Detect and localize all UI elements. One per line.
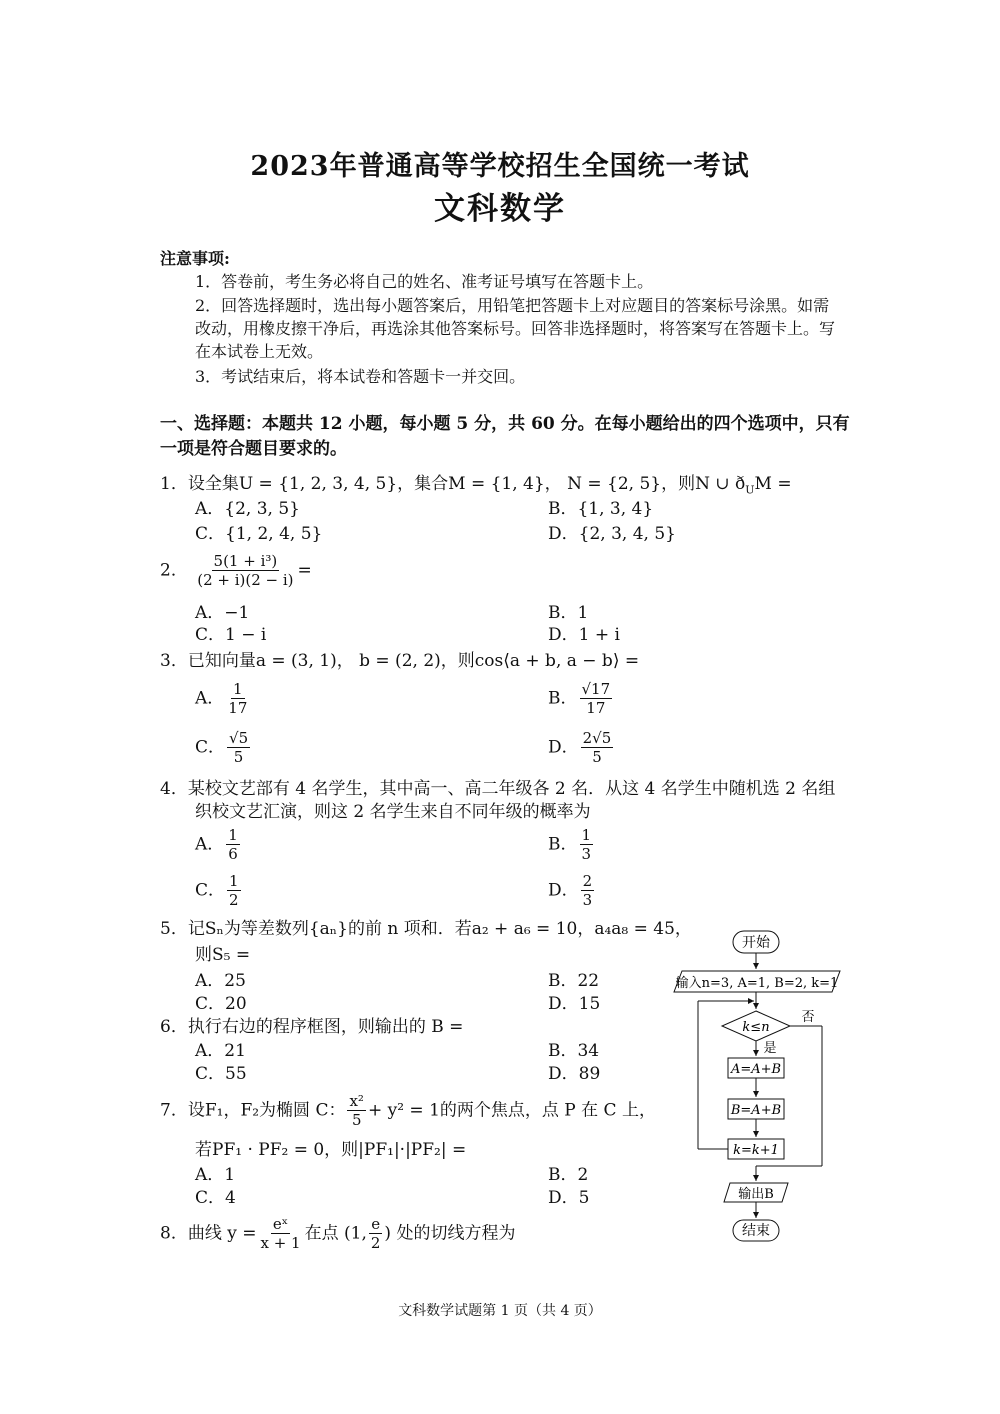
question-4: [160, 778, 835, 800]
question-number: 7．: [160, 1100, 188, 1121]
q3-option-b: B． $\frac{√17}{17}$: [548, 680, 611, 717]
q4-option-d: D． $\frac{2}{3}$: [548, 872, 593, 909]
q2-fraction: $\frac{\text{5(1 + i³)}}{(2 + i)(2 - i)}$: [197, 552, 294, 589]
question-stem: 记Sₙ为等差数列{aₙ}的前 n 项和．若a₂ + a₆ = 10，a₄a₈ = 45，: [187, 919, 692, 939]
q3-option-a: A． $\frac{1}{17}$: [195, 680, 248, 717]
q2-option-a: A．−1: [195, 603, 250, 623]
question-7-line2: 若PF₁ · PF₂ = 0，则|PF₁|·|PF₂| =: [195, 1140, 467, 1160]
q5-option-c: C．20: [195, 994, 247, 1014]
q4-option-c: C． $\frac{1}{2}$: [195, 872, 239, 909]
q3-option-d: D． $\frac{2√5}{5}$: [548, 729, 612, 766]
notice-heading: 注意事项:: [160, 249, 230, 268]
question-number: 4．: [160, 779, 188, 799]
q2-option-d: D．1 + i: [548, 625, 620, 645]
q1-option-d: D．{2, 3, 4, 5}: [548, 524, 676, 544]
q5-option-a: A．25: [195, 971, 246, 991]
flowchart-no-label: 否: [801, 1010, 815, 1025]
question-4-line2: 织校文艺汇演，则这 2 名学生来自不同年级的概率为: [195, 802, 591, 822]
flowchart-yes-label: 是: [763, 1041, 777, 1056]
flowchart-end-label: 结束: [742, 1223, 770, 1239]
exam-title: 2023年普通高等学校招生全国统一考试: [250, 151, 750, 182]
q2-option-b: B．1: [548, 603, 589, 623]
section-heading: 一、选择题：本题共 12 小题，每小题 5 分，共 60 分。在每小题给出的四个选项中，只有一项是符合题目要求的。: [160, 414, 850, 459]
question-stem: 某校文艺部有 4 名学生，其中高一、高二年级各 2 名．从这 4 名学生中随机选 2 名组: [187, 779, 836, 799]
flowchart-output-label: 输出B: [738, 1187, 774, 1202]
q7-option-b: B．2: [548, 1165, 589, 1185]
question-3: [160, 650, 639, 672]
question-5: [160, 918, 692, 940]
question-number: 8．: [160, 1223, 188, 1244]
question-number: 5．: [160, 919, 188, 939]
q6-option-b: B．34: [548, 1041, 600, 1061]
question-7: 7．设F₁，F₂为椭圆 C： $\frac{\text{x²}}{5}$ + y² = 1的两个焦点，点 P 在 C 上，: [160, 1092, 656, 1129]
q5-option-b: B．22: [548, 971, 600, 991]
q4-option-a: A． $\frac{1}{6}$: [195, 826, 238, 863]
question-stem: 设全集U = {1, 2, 3, 4, 5}，集合M = {1, 4}， N = {2, 5}，则N ∪ ð: [187, 474, 746, 494]
q5-option-d: D．15: [548, 994, 601, 1014]
q1-option-b: B．{1, 3, 4}: [548, 499, 654, 519]
q1-option-c: C．{1, 2, 4, 5}: [195, 524, 323, 544]
notice-item-3: 3．考试结束后，将本试卷和答题卡一并交回。: [195, 367, 526, 386]
page-footer: 文科数学试题第 1 页（共 4 页）: [398, 1303, 602, 1319]
q3-option-c: C． $\frac{√5}{5}$: [195, 729, 249, 766]
q4-option-b: B． $\frac{1}{3}$: [548, 826, 592, 863]
notice-item-1: 1．答卷前，考生务必将自己的姓名、准考证号填写在答题卡上。: [195, 272, 654, 291]
q7-option-c: C．4: [195, 1188, 236, 1208]
flowchart-step3-label: k=k+1: [733, 1143, 779, 1158]
question-number: 2．: [160, 560, 188, 581]
flowchart: [670, 925, 850, 1245]
q2-option-c: C．1 − i: [195, 625, 267, 645]
q7-option-d: D．5: [548, 1188, 590, 1208]
q6-option-a: A．21: [195, 1041, 246, 1061]
question-8: 8．曲线 y = $\frac{\text{eˣ}}{x + 1}$ 在点 (1, $\frac{e}{2}$ ) 处的切线方程为: [160, 1215, 516, 1252]
question-number: 3．: [160, 651, 188, 671]
question-stem: 执行右边的程序框图，则输出的 B =: [187, 1017, 464, 1037]
question-number: 1．: [160, 474, 188, 494]
q7-option-a: A．1: [195, 1165, 236, 1185]
question-5-line2: 则S₅ =: [195, 945, 251, 965]
question-stem: 已知向量a = (3, 1)， b = (2, 2)，则cos⟨a + b, a − b⟩ =: [187, 651, 640, 671]
flowchart-step1-label: A=A+B: [730, 1062, 782, 1077]
flowchart-step2-label: B=A+B: [730, 1103, 782, 1118]
question-number: 6．: [160, 1017, 188, 1037]
exam-subject: 文科数学: [434, 191, 566, 227]
flowchart-condition-label: k≤n: [742, 1020, 770, 1035]
flowchart-input-label: 输入n=3, A=1, B=2, k=1: [675, 976, 839, 991]
q6-option-d: D．89: [548, 1064, 601, 1084]
question-1: 1．设全集U = {1, 2, 3, 4, 5}，集合M = {1, 4}， N = {2, 5}，则N ∪ $ð_UM$ =: [160, 474, 792, 497]
notice-item-2: 2．回答选择题时，选出每小题答案后，用铅笔把答题卡上对应题目的答案标号涂黑。如需改动，用橡皮擦干净后，再选涂其他答案标号。回答非选择题时，将答案写在答题卡上。写在本试卷上无效。: [195, 296, 836, 361]
flowchart-start-label: 开始: [742, 935, 770, 951]
q6-option-c: C．55: [195, 1064, 247, 1084]
question-6: [160, 1016, 463, 1038]
question-2: 2． $\frac{\text{5(1 + i³)}}{(2 + i)(2 - i)}$ =: [160, 552, 312, 589]
q1-option-a: A．{2, 3, 5}: [195, 499, 300, 519]
